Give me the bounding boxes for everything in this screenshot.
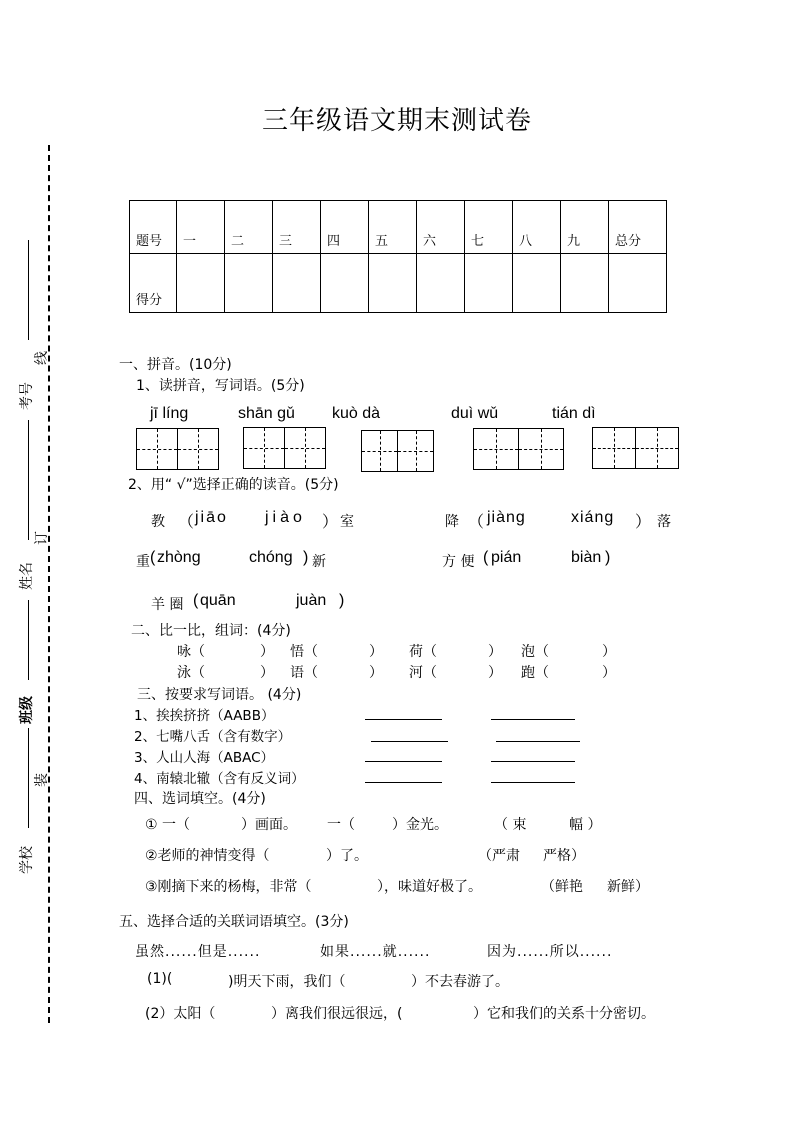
conjunction-q1: (1)(: [147, 971, 173, 987]
paren-open: （: [178, 514, 195, 531]
conjunction-q2: (2）太阳（: [145, 1006, 216, 1022]
score-header-cell: 九: [561, 201, 609, 254]
score-cell[interactable]: [561, 254, 609, 313]
kaohao-label: 考号: [19, 382, 35, 410]
char-jiao: 教: [151, 514, 165, 530]
pinyin-option[interactable]: juàn: [296, 592, 327, 609]
section-1-q1: 1、读拼音，写词语。(5分): [136, 378, 305, 394]
ding-label: 订: [34, 531, 50, 545]
char-zhong: 重: [136, 554, 150, 570]
conjunction-option: 如果......就......: [320, 944, 431, 960]
answer-blank[interactable]: [491, 705, 575, 720]
page-title: 三年级语文期末测试卷: [261, 106, 532, 136]
fill-line-2: ②老师的神情变得（: [145, 848, 270, 864]
binding-dashed-line: [48, 145, 50, 1023]
kaohao-line: [28, 240, 29, 340]
pinyin-option[interactable]: biàn: [571, 549, 602, 566]
score-table-header-row: [130, 201, 667, 254]
score-cell[interactable]: [273, 254, 321, 313]
paren-open: (: [483, 549, 489, 566]
section-5-heading: 五、选择合适的关联词语填空。(3分): [119, 914, 349, 930]
compare-close: ）: [602, 665, 616, 681]
paren-close: ): [339, 592, 345, 609]
fill-line-2-option: 严格）: [543, 848, 585, 864]
conjunction-q1: ）不去春游了。: [411, 974, 509, 990]
char-shi: 室: [340, 514, 354, 530]
compare-char: 语（: [290, 665, 318, 681]
score-cell[interactable]: [465, 254, 513, 313]
char-fangbian: 方 便: [442, 554, 475, 570]
score-cell[interactable]: [177, 254, 225, 313]
xuexiao-label: 学校: [19, 846, 35, 874]
pinyin-prompt: kuò dà: [332, 405, 381, 422]
writing-grid[interactable]: [473, 428, 564, 470]
writing-grid[interactable]: [243, 427, 326, 469]
word-task: 3、人山人海（ABAC）: [134, 750, 275, 766]
pinyin-option[interactable]: chóng: [249, 549, 293, 566]
score-header-cell: 总分: [609, 201, 667, 254]
score-header-cell: 一: [177, 201, 225, 254]
pinyin-prompt: duì wǔ: [451, 405, 499, 422]
score-row-label: 得分: [130, 254, 177, 313]
pinyin-option[interactable]: quān: [200, 592, 236, 609]
score-cell[interactable]: [369, 254, 417, 313]
xingming-label: 姓名: [19, 562, 35, 590]
compare-close: ）: [369, 665, 383, 681]
char-luo: 落: [657, 514, 671, 530]
char-xin: 新: [312, 554, 326, 570]
fill-line-1: ）金光。: [392, 817, 448, 833]
fill-line-3-option: 新鲜）: [607, 879, 649, 895]
answer-blank[interactable]: [365, 768, 442, 783]
compare-char: 泳（: [177, 665, 205, 681]
pinyin-option[interactable]: jiàng: [487, 509, 526, 526]
fill-line-3-option: （鲜艳: [541, 879, 583, 895]
pinyin-option[interactable]: jiāo: [195, 509, 228, 526]
xingming-line: [28, 420, 29, 540]
xian-label: 线: [34, 351, 50, 365]
conjunction-q2: ）它和我们的关系十分密切。: [473, 1006, 655, 1022]
answer-blank[interactable]: [365, 705, 442, 720]
conjunction-option: 因为......所以......: [487, 944, 613, 960]
compare-close: ）: [602, 644, 616, 660]
pinyin-prompt: tián dì: [552, 405, 596, 422]
score-header-cell: 六: [417, 201, 465, 254]
score-cell[interactable]: [513, 254, 561, 313]
paren-close: ）: [322, 514, 339, 531]
pinyin-prompt: shān gǔ: [238, 405, 295, 422]
answer-blank[interactable]: [491, 768, 575, 783]
paren-close: ): [605, 549, 611, 566]
fill-line-1: ① 一（: [145, 817, 191, 833]
score-cell[interactable]: [321, 254, 369, 313]
pinyin-option[interactable]: pián: [491, 549, 522, 566]
paren-open: （: [468, 514, 485, 531]
compare-close: ）: [488, 665, 502, 681]
pinyin-prompt: jī líng: [150, 405, 189, 422]
compare-char: 荷（: [409, 644, 437, 660]
compare-char: 泡（: [521, 644, 549, 660]
paren-open: (: [150, 549, 156, 566]
section-1-heading: 一、拼音。(10分): [119, 357, 232, 373]
section-1-q2: 2、用“ √”选择正确的读音。(5分): [128, 477, 339, 493]
word-task: 4、南辕北辙（含有反义词）: [134, 771, 305, 787]
score-header-cell: 四: [321, 201, 369, 254]
compare-char: 跑（: [521, 665, 549, 681]
answer-blank[interactable]: [365, 747, 442, 762]
paren-open: (: [193, 592, 199, 609]
score-header-cell: 八: [513, 201, 561, 254]
word-task: 2、七嘴八舌（含有数字）: [134, 729, 292, 745]
fill-line-1-option: 幅 ）: [569, 817, 602, 833]
score-table: [129, 200, 667, 313]
char-yangjuan: 羊 圈: [151, 597, 184, 613]
fill-line-3: ③刚摘下来的杨梅，非常（: [145, 879, 312, 895]
paren-close: ）: [635, 514, 652, 531]
pinyin-option[interactable]: zhòng: [157, 549, 201, 566]
compare-char: 咏（: [177, 644, 205, 660]
pinyin-option[interactable]: jiào: [265, 509, 306, 526]
section-3-heading: 三、按要求写词语。 (4分): [137, 687, 302, 703]
zhuang-label: 装: [34, 773, 50, 787]
writing-grid[interactable]: [592, 427, 679, 469]
fill-line-1-option: （ 束: [494, 817, 527, 833]
banji-line: [28, 600, 29, 680]
banji-label: 班级: [19, 696, 35, 724]
conjunction-q1: )明天下雨，我们（: [228, 974, 346, 990]
score-header-cell: 三: [273, 201, 321, 254]
section-4-heading: 四、选词填空。(4分): [134, 791, 266, 807]
score-cell[interactable]: [609, 254, 667, 313]
compare-char: 悟（: [290, 644, 318, 660]
score-header-cell: 题号: [130, 201, 177, 254]
answer-blank[interactable]: [496, 727, 580, 742]
paren-close: ): [303, 549, 309, 566]
answer-blank[interactable]: [491, 747, 575, 762]
score-header-cell: 二: [225, 201, 273, 254]
fill-line-2-option: （严肃: [478, 848, 520, 864]
compare-close: ）: [488, 644, 502, 660]
score-cell[interactable]: [417, 254, 465, 313]
compare-close: ）: [260, 665, 274, 681]
pinyin-option[interactable]: xiáng: [571, 509, 615, 526]
fill-line-1: 一（: [327, 817, 355, 833]
score-table-score-row: [130, 254, 667, 313]
answer-blank[interactable]: [371, 727, 448, 742]
word-task: 1、挨挨挤挤（AABB）: [134, 708, 275, 724]
char-jiang: 降: [445, 514, 459, 530]
fill-line-1: ）画面。: [241, 817, 297, 833]
writing-grid[interactable]: [361, 430, 434, 472]
conjunction-option: 虽然......但是......: [135, 944, 261, 960]
score-header-cell: 七: [465, 201, 513, 254]
compare-close: ）: [260, 644, 274, 660]
fill-line-3: ），味道好极了。: [377, 879, 482, 895]
compare-close: ）: [369, 644, 383, 660]
section-2-heading: 二、比一比，组词：(4分): [131, 623, 291, 639]
score-cell[interactable]: [225, 254, 273, 313]
writing-grid[interactable]: [136, 428, 219, 470]
xuexiao-line: [28, 728, 29, 828]
score-header-cell: 五: [369, 201, 417, 254]
compare-char: 河（: [409, 665, 437, 681]
conjunction-q2: ）离我们很远很远，(: [271, 1006, 403, 1022]
fill-line-2: ）了。: [326, 848, 368, 864]
